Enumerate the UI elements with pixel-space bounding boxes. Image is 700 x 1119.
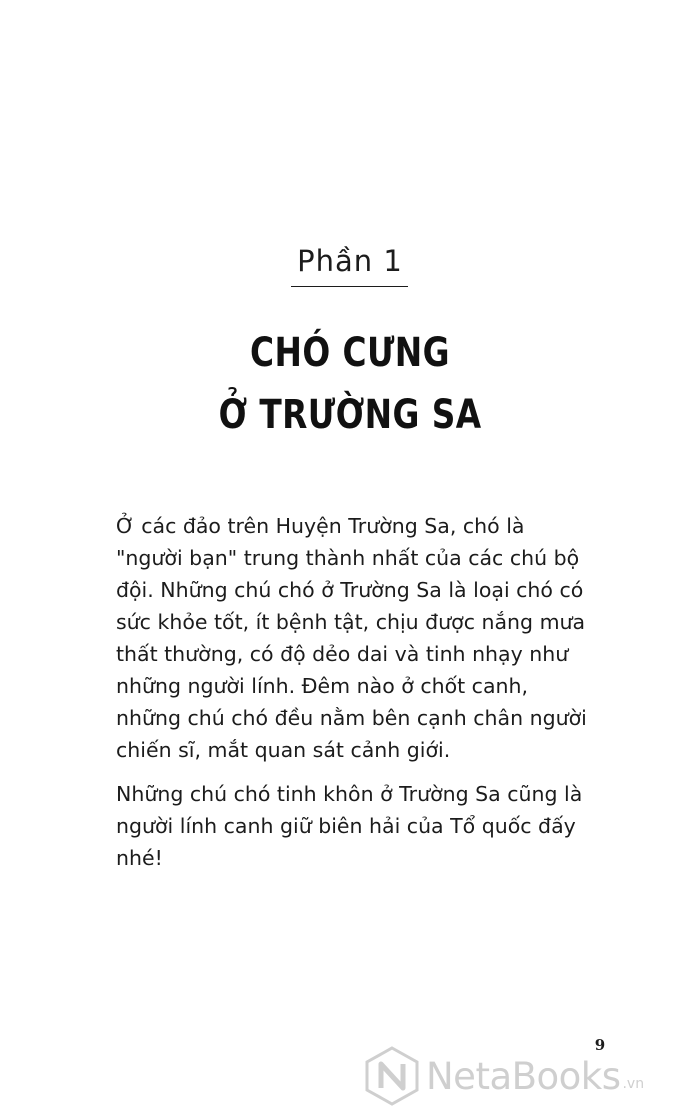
netabooks-logo-icon (364, 1046, 420, 1106)
part-label: Phần 1 (297, 244, 403, 278)
watermark-suffix: .vn (622, 1076, 645, 1092)
watermark-brand: NetaBooks (426, 1054, 621, 1098)
body-paragraph-1: Ở các đảo trên Huyện Trường Sa, chó là "người bạn" trung thành nhất của các chú bộ đội. Những chú chó ở Trường Sa là loại chó có sức khỏe tốt, ít bệnh tật, chịu được nắng mưa thất thường, có độ dẻo dai và tinh nhạy như những người lính. Đêm nào ở chốt canh, những chú chó đều nằm bên cạnh chân người chiến sĩ, mắt quan sát cảnh giới. (116, 514, 587, 762)
chapter-title-line-1: CHÓ CƯNG (250, 330, 450, 376)
chapter-title-line-2: Ở TRƯỜNG SA (218, 392, 482, 438)
watermark (364, 1046, 644, 1106)
page-number: 9 (594, 1036, 606, 1054)
body-paragraph-2: Những chú chó tinh khôn ở Trường Sa cũng là người lính canh giữ biên hải của Tổ quốc đấy nhé! (116, 782, 583, 870)
part-divider (291, 286, 408, 287)
body-text (116, 510, 596, 886)
